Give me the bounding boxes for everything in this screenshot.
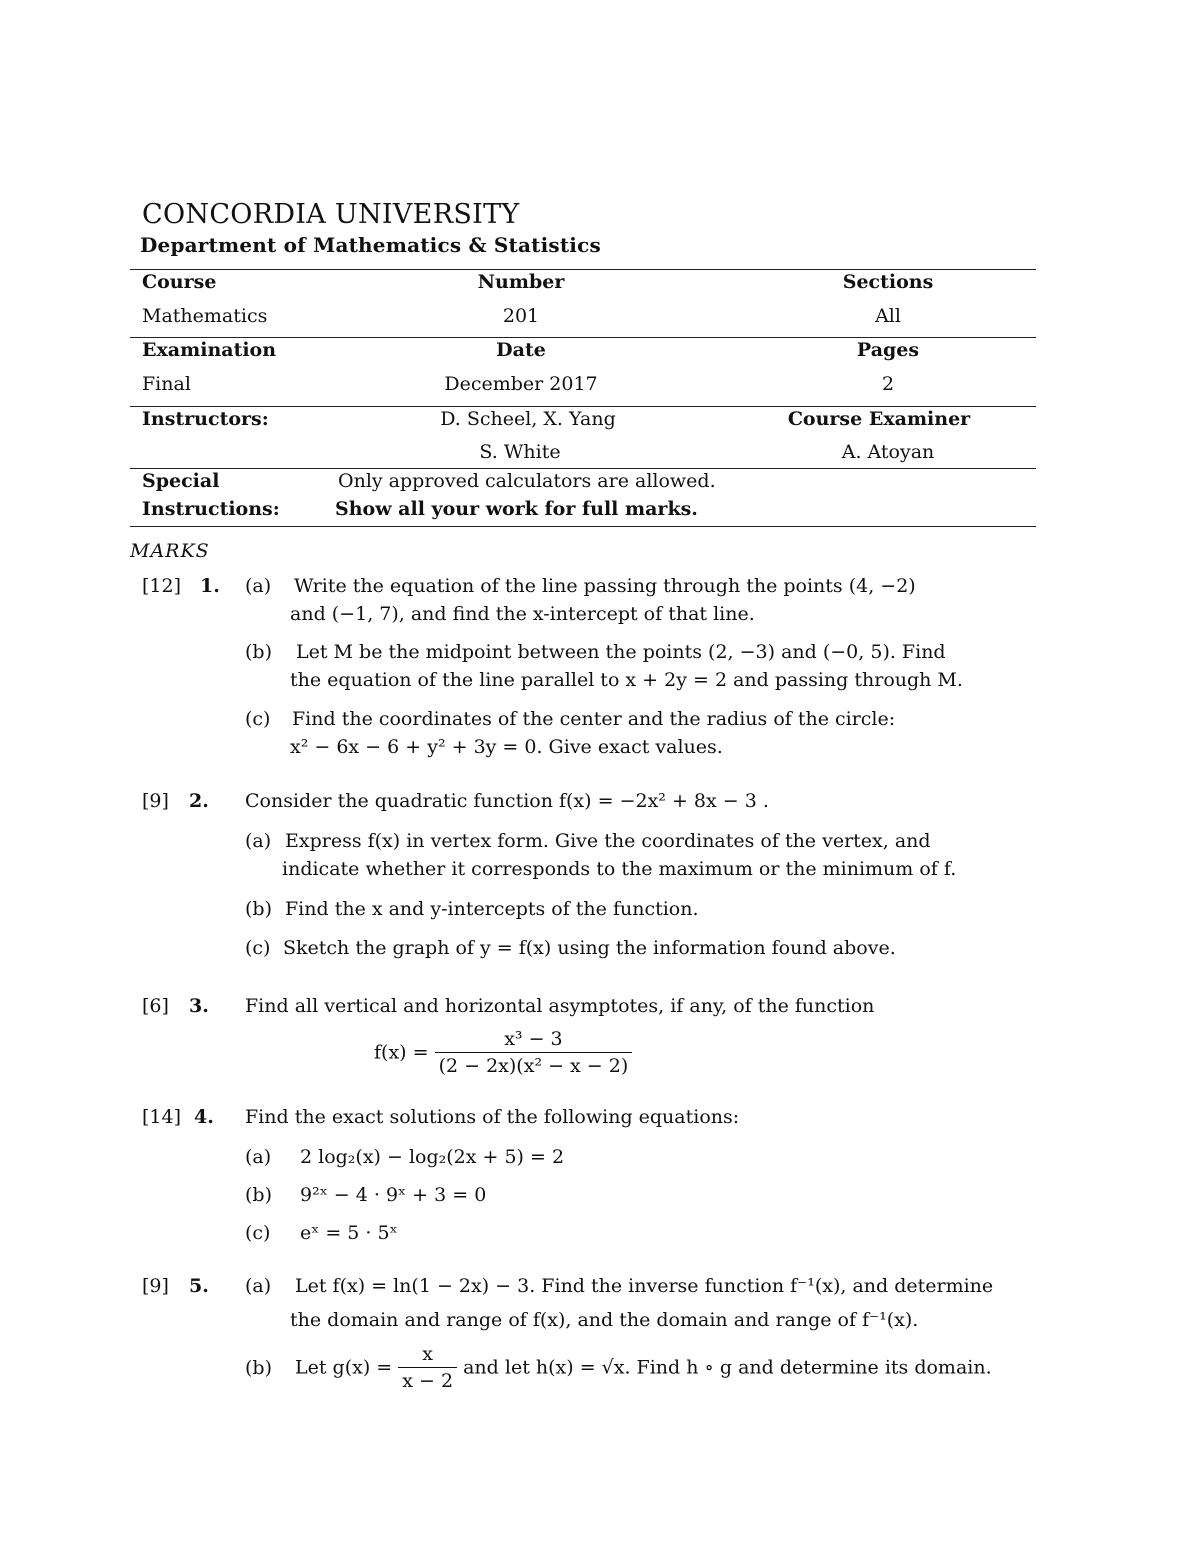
q2a-line-2: indicate whether it corresponds to the maximum or the minimum of f. <box>282 858 957 880</box>
q4-intro: Find the exact solutions of the following equations: <box>245 1106 740 1128</box>
pages-label: Pages <box>856 339 920 361</box>
q5b-numerator: x <box>422 1343 434 1365</box>
q1-number: 1. <box>200 575 220 597</box>
q1b-line-2: the equation of the line parallel to x + 2y = 2 and passing through M. <box>290 669 963 691</box>
course-value: Mathematics <box>142 305 268 327</box>
q3-denominator: (2 − 2x)(x² − x − 2) <box>435 1052 633 1077</box>
q2a-label: (a) <box>245 830 272 852</box>
q4c-label: (c) <box>245 1222 271 1244</box>
course-examiner-value: A. Atoyan <box>841 441 935 463</box>
q5b-fraction <box>398 1343 457 1392</box>
university-title: CONCORDIA UNIVERSITY <box>142 199 520 230</box>
q4b-equation: 9²ˣ − 4 · 9ˣ + 3 = 0 <box>300 1184 487 1206</box>
sections-value: All <box>875 305 901 327</box>
examination-label: Examination <box>142 339 277 361</box>
q2c-label: (c) <box>245 937 271 959</box>
pages-value: 2 <box>881 373 895 395</box>
q2c-line-1: Sketch the graph of y = f(x) using the information found above. <box>283 937 896 959</box>
number-label: Number <box>477 271 565 293</box>
q3-fraction <box>435 1028 633 1077</box>
q4a-equation: 2 log₂(x) − log₂(2x + 5) = 2 <box>300 1146 565 1168</box>
q5a-line-1: Let f(x) = ln(1 − 2x) − 3. Find the inverse function f⁻¹(x), and determine <box>295 1275 994 1297</box>
q1a-label: (a) <box>245 575 272 597</box>
special-label-line-1: Special <box>142 470 220 492</box>
q1b-line-1: Let M be the midpoint between the points (2, −3) and (−0, 5). Find <box>296 641 946 663</box>
q1b-label: (b) <box>245 641 272 663</box>
q4c-equation: eˣ = 5 · 5ˣ <box>300 1222 398 1244</box>
q5b-equation <box>295 1343 992 1392</box>
q5b-denominator: x − 2 <box>398 1367 457 1392</box>
q3-marks: [6] <box>142 995 169 1017</box>
date-label: Date <box>496 339 546 361</box>
table-rule <box>130 337 1036 338</box>
special-instruction-1: Only approved calculators are allowed. <box>338 470 716 492</box>
table-rule <box>130 406 1036 407</box>
q4-marks: [14] <box>142 1106 182 1128</box>
q1c-line-1: Find the coordinates of the center and the radius of the circle: <box>292 708 896 730</box>
department-name: Department of Mathematics & Statistics <box>140 233 601 257</box>
q5b-label: (b) <box>245 1357 272 1379</box>
marks-heading: MARKS <box>130 540 210 562</box>
q2a-line-1: Express f(x) in vertex form. Give the coordinates of the vertex, and <box>285 830 931 852</box>
instructors-label: Instructors: <box>142 408 269 430</box>
table-rule <box>130 526 1036 527</box>
course-examiner-label: Course Examiner <box>787 408 971 430</box>
q1c-line-2: x² − 6x − 6 + y² + 3y = 0. Give exact values. <box>290 736 723 758</box>
q3-lhs: f(x) = <box>374 1041 429 1064</box>
table-rule <box>130 269 1036 270</box>
special-label-line-2: Instructions: <box>142 498 280 520</box>
q1-marks: [12] <box>142 575 182 597</box>
examination-value: Final <box>142 373 191 395</box>
instructors-line-2: S. White <box>479 441 561 463</box>
instructors-line-1: D. Scheel, X. Yang <box>440 408 616 430</box>
q3-numerator: x³ − 3 <box>504 1028 563 1050</box>
number-value: 201 <box>502 305 540 327</box>
q4b-label: (b) <box>245 1184 272 1206</box>
q2-intro: Consider the quadratic function f(x) = −2x² + 8x − 3 . <box>245 790 769 812</box>
q5-marks: [9] <box>142 1275 169 1297</box>
q3-number: 3. <box>189 995 209 1017</box>
special-instruction-2: Show all your work for full marks. <box>335 498 698 520</box>
date-value: December 2017 <box>444 373 598 395</box>
q1a-line-2: and (−1, 7), and find the x-intercept of that line. <box>290 603 755 625</box>
q4a-label: (a) <box>245 1146 272 1168</box>
q5a-line-2: the domain and range of f(x), and the domain and range of f⁻¹(x). <box>290 1309 919 1331</box>
q2-marks: [9] <box>142 790 169 812</box>
q3-equation <box>374 1028 632 1077</box>
course-label: Course <box>142 271 217 293</box>
sections-label: Sections <box>842 271 934 293</box>
q5-number: 5. <box>189 1275 209 1297</box>
q5b-post: and let h(x) = √x. Find h ∘ g and determine its domain. <box>463 1356 992 1379</box>
q4-number: 4. <box>194 1106 214 1128</box>
q2b-line-1: Find the x and y-intercepts of the function. <box>285 898 699 920</box>
table-rule <box>130 468 1036 469</box>
q2b-label: (b) <box>245 898 272 920</box>
q3-intro: Find all vertical and horizontal asymptotes, if any, of the function <box>245 995 875 1017</box>
q5a-label: (a) <box>245 1275 272 1297</box>
q1a-line-1: Write the equation of the line passing through the points (4, −2) <box>294 575 916 597</box>
q1c-label: (c) <box>245 708 271 730</box>
q2-number: 2. <box>189 790 209 812</box>
q5b-pre: Let g(x) = <box>295 1356 393 1379</box>
